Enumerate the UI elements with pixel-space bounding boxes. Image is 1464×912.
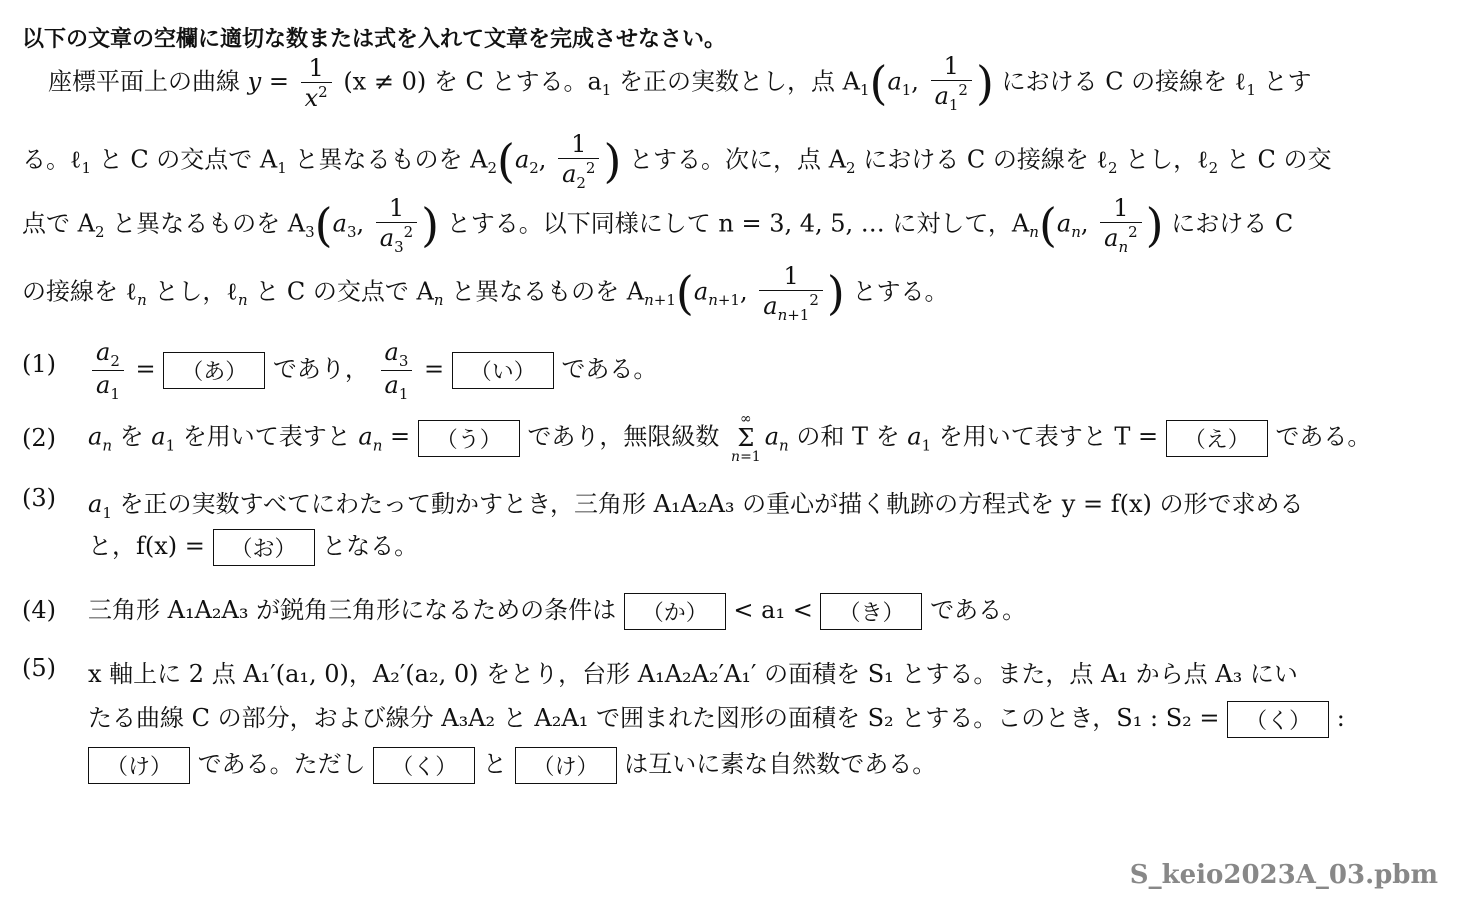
answer-box-ki: （き） [820,593,922,630]
item-3: (3) $a_1$ を正の実数すべてにわたって動かすとき，三角形 A₁A₂A₃ の重心が描く軌跡の方程式を y = f(x) の形で求める と，f(x) = （お） となる。 [22,484,1440,574]
answer-box-ka: （か） [624,593,726,630]
answer-box-ke-ref: （け） [515,747,617,784]
intro-line-2: る。ℓ$_1$ と C の交点で $A_1$ と異なるものを $A_2(a_2$, $\frac{1}{a_2^2}$ ) とする。次に，点 $A_2$ における C の接線を ℓ$_2$ とし，ℓ$_2$ と C の交 [22,130,1332,192]
answer-box-ke: （け） [88,747,190,784]
item-5: (5) x 軸上に 2 点 A₁′(a₁, 0)，A₂′(a₂, 0) をとり，台形 A₁A₂A₂′A₁′ の面積を S₁ とする。また，点 A₁ から点 A₃ にい たる曲線 C の部分，および線分 A₃A₂ と A₂A₁ で囲まれた図形の面積を S₂ とする。このとき，S₁ : S₂ = （く） : （け） である。ただし （く） と （け） は互いに素な自然数である。 [22,654,1440,784]
answer-box-u: （う） [418,420,520,457]
instruction: 以下の文章の空欄に適切な数または式を入れて文章を完成させなさい。 [22,27,727,52]
intro-line-4: の接線を ℓ$_n$ とし，ℓ$_n$ と C の交点で $A_n$ と異なるものを $A_{n+1}(a_{n+1}$, $\frac{1}{a_{n+1}^2}$ ) とする。 [22,262,949,324]
intro-line-1: 座標平面上の曲線 y = $\frac{1}{x^2}$ (x ≠ 0) を C とする。$a_1$ を正の実数とし，点 $A_1(a_1$, $\frac{1}{a_1^2}$ ) における C の接線を ℓ$_1$ とす [48,52,1312,114]
file-label: S_keio2023A_03.pbm [1129,860,1438,890]
fraction-1-over-x2: $\frac{1}{x^2}$ [301,54,332,112]
answer-box-ku-ref: （く） [373,747,475,784]
answer-box-i: （い） [452,352,554,389]
item-4: (4) 三角形 A₁A₂A₃ が鋭角三角形になるための条件は （か） < a₁ < （き） である。 [22,590,1440,640]
answer-box-ku: （く） [1227,701,1329,738]
answer-box-o: （お） [213,529,315,566]
answer-box-e: （え） [1166,420,1268,457]
item-2: (2) $a_n$ を $a_1$ を用いて表すと $a_n$ = （う） であり，無限級数 ∞ Σ n=1 $a_n$ の和 T を $a_1$ を用いて表すと T = （え） である。 [22,411,1372,465]
intro-line-3: 点で $A_2$ と異なるものを $A_3(a_3$, $\frac{1}{a_3^2}$ ) とする。以下同様にして n = 3, 4, 5, … に対して，$A_n(a_n$, $\frac{1}{a_n^2}$ ) における C [22,194,1294,256]
summation-symbol: ∞ Σ n=1 [731,411,761,465]
answer-box-a: （あ） [163,352,265,389]
item-1: (1) $\frac{a_2}{a_1}$ = （あ） であり， $\frac{a_3}{a_1}$ = （い） である。 [22,338,658,403]
